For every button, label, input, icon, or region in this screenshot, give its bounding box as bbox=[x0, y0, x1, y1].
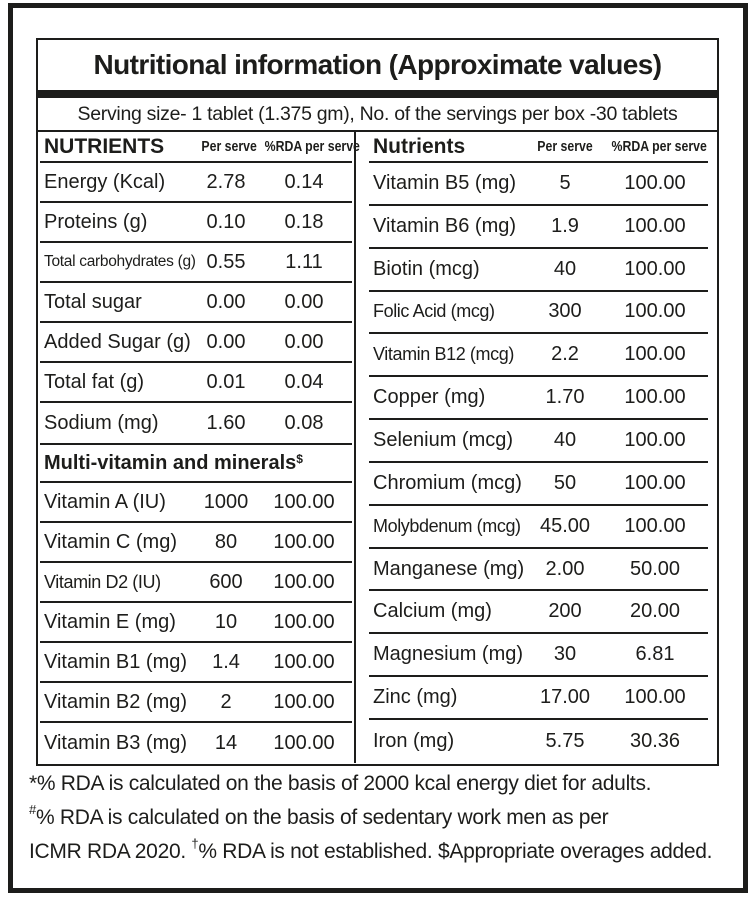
nutrient-label: Vitamin B2 (mg) bbox=[44, 690, 188, 713]
rda-value: 100.00 bbox=[624, 471, 686, 494]
table-row bbox=[369, 334, 708, 377]
table-row bbox=[369, 591, 708, 634]
rda-value: 6.81 bbox=[635, 643, 675, 666]
per-serve-value: 5 bbox=[559, 171, 571, 194]
rda-value: 0.00 bbox=[284, 330, 324, 353]
table-row bbox=[369, 677, 708, 720]
table-row bbox=[369, 549, 708, 592]
table-row bbox=[40, 403, 352, 443]
serving-info bbox=[38, 98, 717, 132]
per-serve-value: 1.60 bbox=[206, 411, 246, 434]
per-serve-value: 0.00 bbox=[206, 330, 246, 353]
per-serve-value: 1000 bbox=[203, 490, 249, 513]
per-serve-value: 30 bbox=[553, 643, 577, 666]
table-row bbox=[40, 243, 352, 283]
rda-value: 0.18 bbox=[284, 210, 324, 233]
macronutrient-rows bbox=[40, 163, 352, 443]
per-serve-value: 200 bbox=[548, 600, 582, 623]
table-row bbox=[369, 506, 708, 549]
rda-value: 100.00 bbox=[624, 686, 686, 709]
per-serve-value: 1.70 bbox=[545, 386, 585, 409]
rda-value: 1.11 bbox=[285, 250, 323, 273]
nutrient-label: Selenium (mcg) bbox=[373, 428, 514, 451]
rda-value: 100.00 bbox=[624, 343, 686, 366]
per-serve-value: 2.78 bbox=[206, 170, 246, 193]
rda-value: 100.00 bbox=[624, 514, 686, 537]
rda-value: 0.04 bbox=[284, 370, 324, 393]
rda-value: 100.00 bbox=[624, 257, 686, 280]
nutrient-label: Magnesium (mg) bbox=[373, 643, 524, 666]
per-serve-value: 2 bbox=[220, 690, 232, 713]
per-serve-value: 14 bbox=[214, 731, 238, 754]
per-serve-value: 0.01 bbox=[206, 370, 246, 393]
page-title-text: Nutritional information (Approximate values) bbox=[93, 49, 662, 80]
nutrient-label: Chromium (mcg) bbox=[373, 471, 522, 494]
nutrient-label: Calcium (mg) bbox=[373, 600, 492, 623]
mineral-vitamin-rows bbox=[369, 163, 708, 763]
per-serve-value: 17.00 bbox=[539, 686, 591, 709]
nutrient-label: Vitamin A (IU) bbox=[44, 490, 166, 513]
rda-value: 100.00 bbox=[273, 570, 335, 593]
rda-value: 100.00 bbox=[273, 490, 335, 513]
rda-value: 0.14 bbox=[284, 170, 324, 193]
footnote-line bbox=[29, 798, 734, 832]
footnote-marker: † bbox=[191, 836, 199, 851]
nutrient-label: Vitamin B5 (mg) bbox=[373, 171, 517, 194]
nutrient-label: Copper (mg) bbox=[373, 386, 486, 409]
footnote-text: *% RDA is calculated on the basis of 2000 kcal energy diet for adults. bbox=[29, 772, 652, 795]
nutrient-label: Energy (Kcal) bbox=[44, 170, 166, 193]
table-row bbox=[40, 203, 352, 243]
footnote-line bbox=[29, 832, 734, 866]
rda-value: 0.00 bbox=[284, 290, 324, 313]
rda-value: 100.00 bbox=[273, 530, 335, 553]
per-serve-value: 10 bbox=[214, 610, 238, 633]
rda-value: 30.36 bbox=[629, 729, 681, 752]
rda-value: 100.00 bbox=[273, 650, 335, 673]
label-box bbox=[36, 38, 719, 766]
table-row bbox=[40, 603, 352, 643]
per-serve-value: 1.9 bbox=[551, 214, 579, 237]
table-row bbox=[369, 249, 708, 292]
rda-value: 20.00 bbox=[629, 600, 681, 623]
per-serve-value: 1.4 bbox=[212, 650, 240, 673]
nutrition-tables bbox=[38, 132, 717, 763]
table-row bbox=[369, 377, 708, 420]
title-divider-bar bbox=[38, 90, 717, 98]
column-header-rda: %RDA per serve bbox=[264, 138, 360, 155]
section-header-text: Multi-vitamin and minerals bbox=[44, 451, 297, 474]
per-serve-value: 2.00 bbox=[545, 557, 585, 580]
per-serve-value: 5.75 bbox=[545, 729, 585, 752]
rda-value: 100.00 bbox=[273, 610, 335, 633]
table-row bbox=[369, 163, 708, 206]
nutrient-label: Total sugar bbox=[44, 290, 142, 313]
table-row bbox=[40, 483, 352, 523]
per-serve-value: 50 bbox=[553, 471, 577, 494]
rda-value: 0.08 bbox=[284, 411, 324, 434]
rda-value: 100.00 bbox=[624, 214, 686, 237]
nutrient-label: Vitamin B12 (mcg) bbox=[373, 344, 514, 365]
rda-value: 50.00 bbox=[629, 557, 681, 580]
table-row bbox=[369, 420, 708, 463]
table-row bbox=[40, 283, 352, 323]
table-row bbox=[40, 723, 352, 763]
serving-info-text: Serving size- 1 tablet (1.375 gm), No. of the servings per box -30 tablets bbox=[77, 102, 678, 125]
left-nutrition-table bbox=[38, 132, 360, 763]
nutrient-label: Total carbohydrates (g) bbox=[44, 253, 196, 270]
table-row bbox=[40, 523, 352, 563]
table-row bbox=[40, 323, 352, 363]
per-serve-value: 2.2 bbox=[551, 343, 579, 366]
section-superscript: $ bbox=[296, 452, 303, 466]
column-header-nutrients: NUTRIENTS bbox=[44, 134, 165, 158]
per-serve-value: 600 bbox=[209, 570, 243, 593]
per-serve-value: 0.10 bbox=[206, 210, 246, 233]
table-row bbox=[40, 363, 352, 403]
nutrient-label: Manganese (mg) bbox=[373, 557, 525, 580]
nutrient-label: Vitamin D2 (IU) bbox=[44, 571, 161, 592]
table-row bbox=[40, 683, 352, 723]
footnote-marker: # bbox=[29, 802, 36, 817]
table-row bbox=[369, 463, 708, 506]
nutrient-label: Vitamin C (mg) bbox=[44, 530, 177, 553]
vitamin-rows bbox=[40, 483, 352, 763]
page-title bbox=[38, 40, 717, 90]
footnote-text: % RDA is calculated on the basis of sedentary work men as per bbox=[35, 806, 609, 829]
nutrient-label: Biotin (mcg) bbox=[373, 257, 480, 280]
table-row bbox=[369, 634, 708, 677]
rda-value: 100.00 bbox=[624, 300, 686, 323]
nutrient-label: Vitamin E (mg) bbox=[44, 610, 176, 633]
column-header-nutrients: Nutrients bbox=[373, 134, 466, 158]
per-serve-value: 300 bbox=[548, 300, 582, 323]
table-row bbox=[369, 292, 708, 335]
per-serve-value: 80 bbox=[214, 530, 238, 553]
per-serve-value: 40 bbox=[553, 428, 577, 451]
footnote-text: % RDA is not established. $Appropriate overages added. bbox=[198, 840, 713, 863]
per-serve-value: 40 bbox=[553, 257, 577, 280]
nutrient-label: Folic Acid (mcg) bbox=[373, 301, 495, 322]
nutrient-label: Vitamin B6 (mg) bbox=[373, 214, 517, 237]
nutrient-label: Proteins (g) bbox=[44, 210, 148, 233]
footnotes bbox=[29, 770, 734, 866]
nutrient-label: Zinc (mg) bbox=[373, 686, 458, 709]
right-table-header bbox=[369, 132, 708, 163]
table-row bbox=[40, 643, 352, 683]
nutrient-label: Sodium (mg) bbox=[44, 411, 159, 434]
nutrient-label: Added Sugar (g) bbox=[44, 330, 191, 353]
nutrient-label: Iron (mg) bbox=[373, 729, 455, 752]
rda-value: 100.00 bbox=[273, 731, 335, 754]
per-serve-value: 0.00 bbox=[206, 290, 246, 313]
right-nutrition-table bbox=[356, 132, 717, 763]
table-row bbox=[40, 563, 352, 603]
nutrient-label: Vitamin B1 (mg) bbox=[44, 650, 188, 673]
nutrient-label: Vitamin B3 (mg) bbox=[44, 731, 188, 754]
rda-value: 100.00 bbox=[624, 171, 686, 194]
rda-value: 100.00 bbox=[273, 690, 335, 713]
column-header-per-serve: Per serve bbox=[201, 138, 257, 155]
table-row bbox=[369, 720, 708, 763]
nutrient-label: Molybdenum (mcg) bbox=[373, 515, 521, 536]
section-header-multivitamin bbox=[40, 443, 352, 483]
rda-value: 100.00 bbox=[624, 386, 686, 409]
footnote-text: ICMR RDA 2020. bbox=[29, 840, 192, 863]
per-serve-value: 45.00 bbox=[539, 514, 591, 537]
table-row bbox=[369, 206, 708, 249]
table-row bbox=[40, 163, 352, 203]
per-serve-value: 0.55 bbox=[206, 250, 246, 273]
column-header-rda: %RDA per serve bbox=[611, 138, 707, 155]
nutrient-label: Total fat (g) bbox=[44, 370, 145, 393]
column-header-per-serve: Per serve bbox=[537, 138, 593, 155]
left-table-header bbox=[40, 132, 360, 163]
footnote-line bbox=[29, 770, 734, 798]
rda-value: 100.00 bbox=[624, 428, 686, 451]
label-frame bbox=[8, 3, 748, 893]
